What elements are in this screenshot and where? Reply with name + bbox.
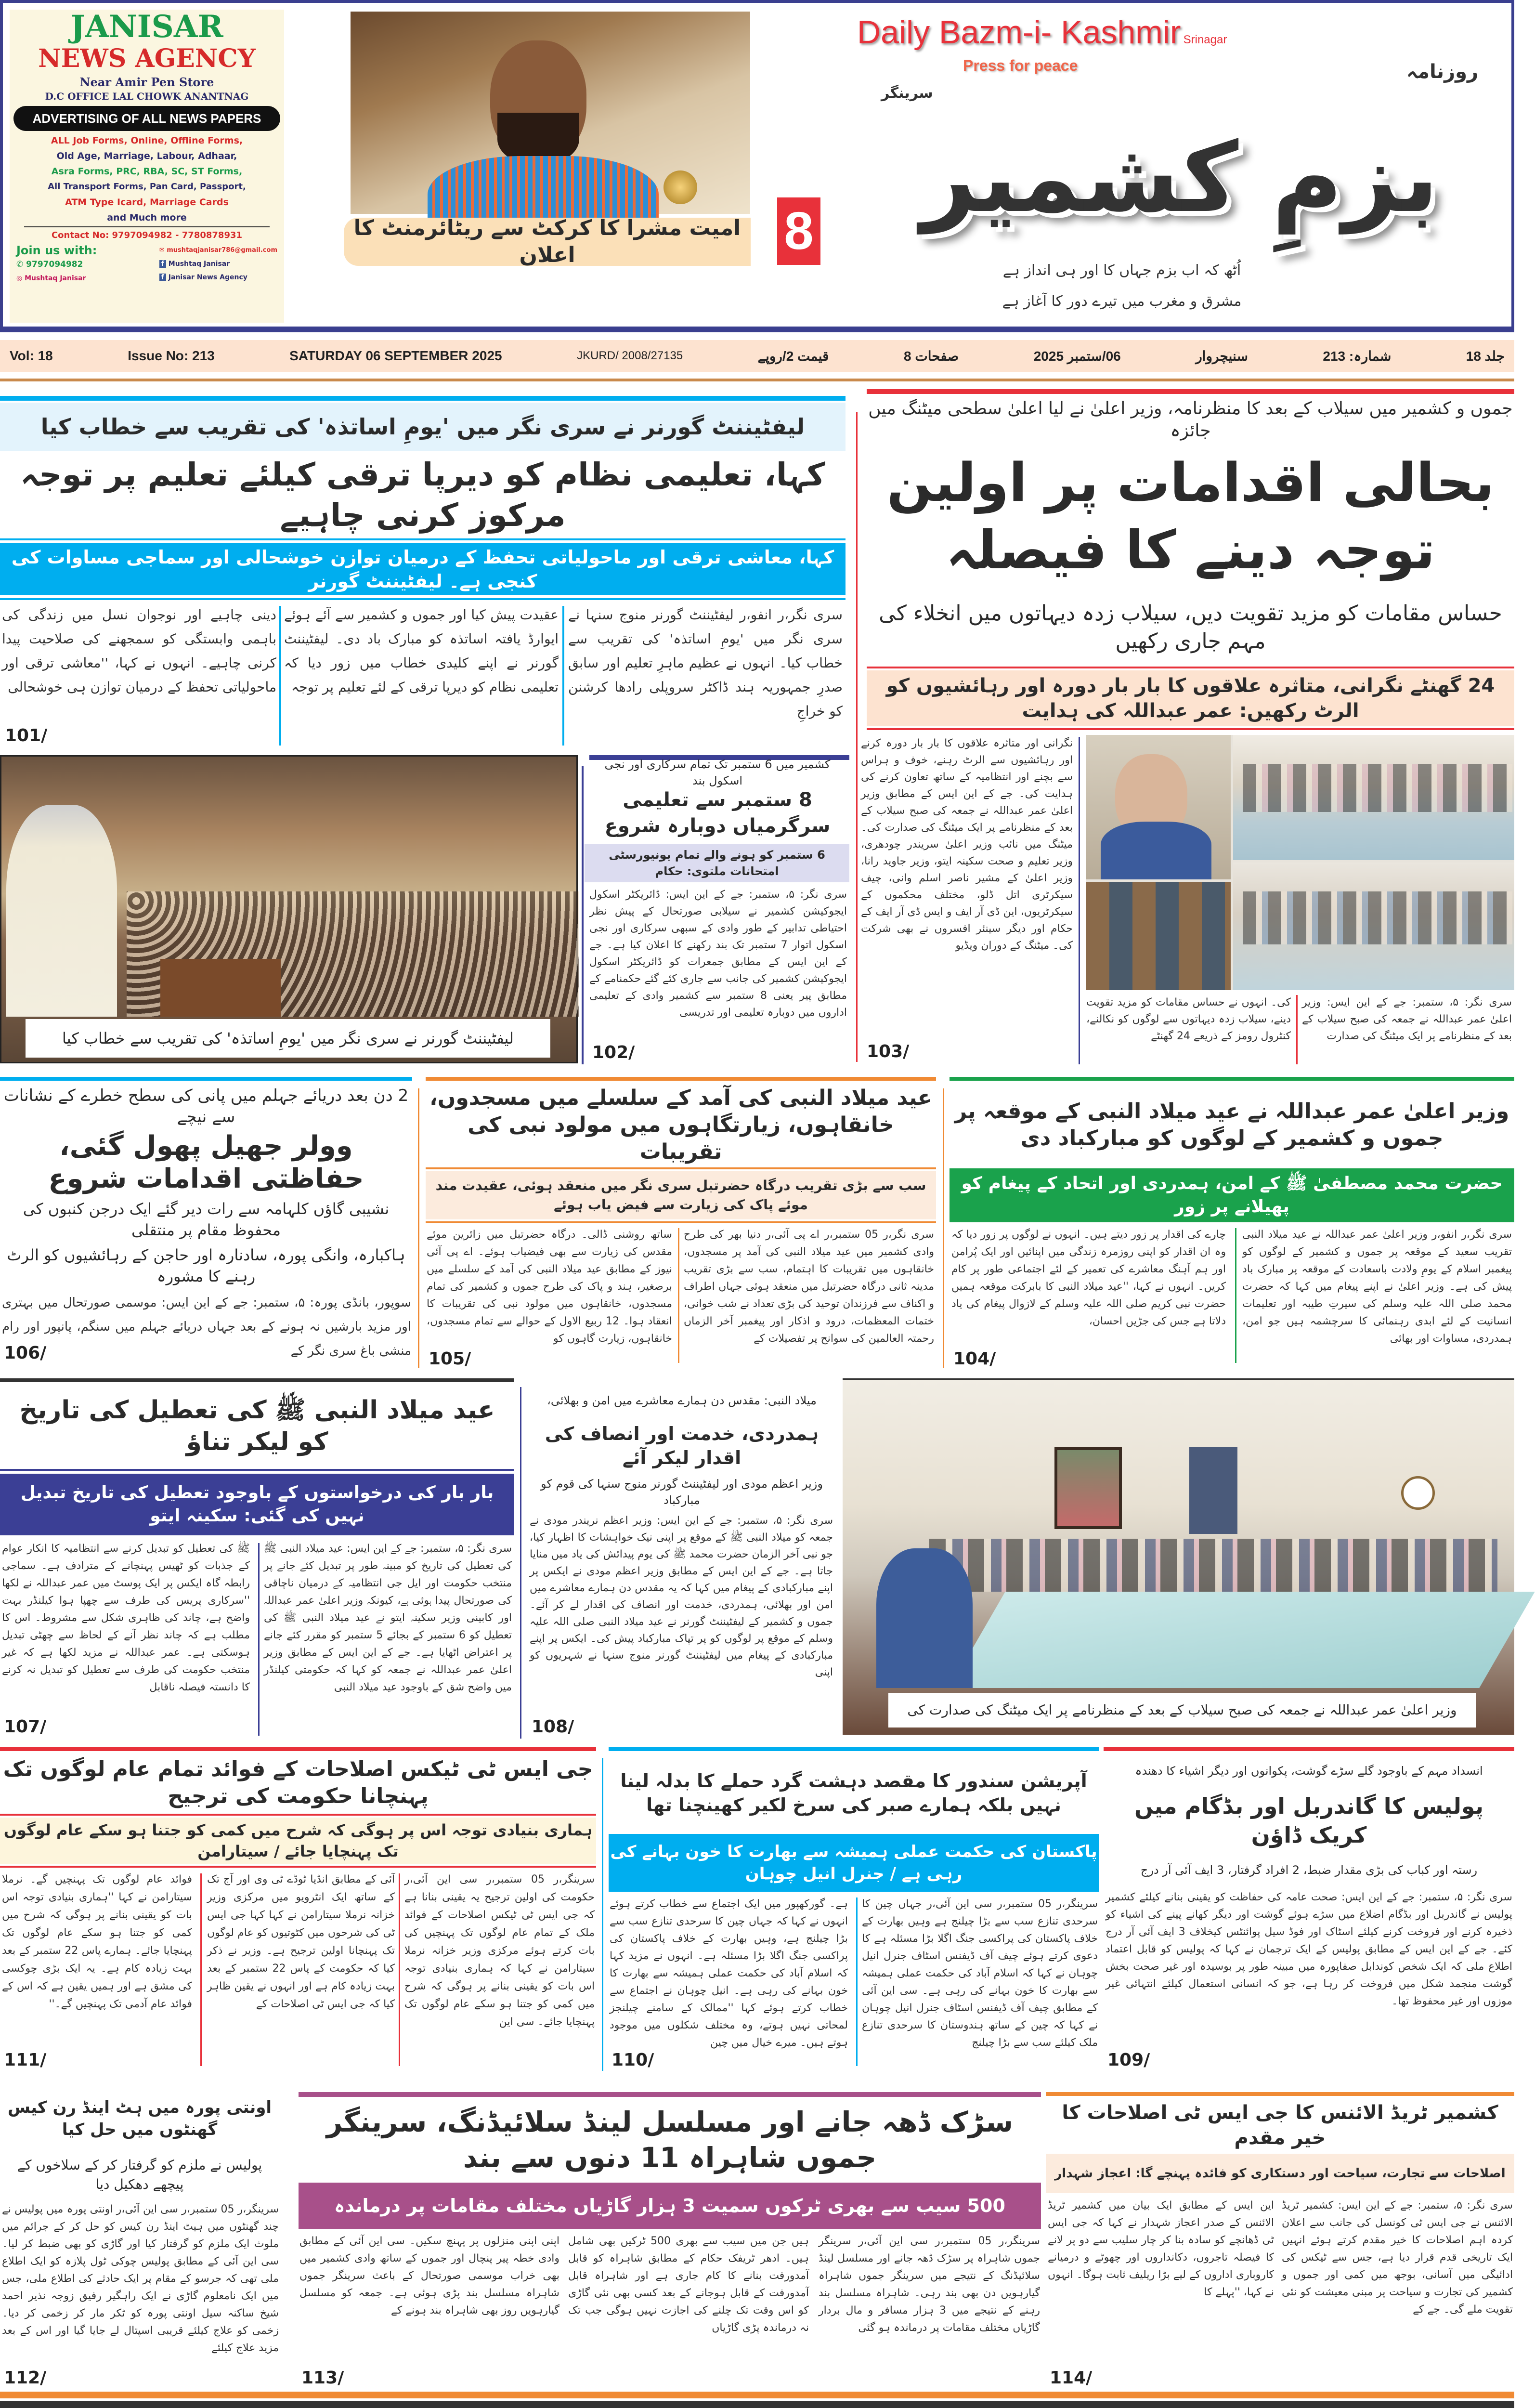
highway-headline-area — [299, 2100, 1041, 2180]
urdu-day: سنیچروار — [1196, 348, 1248, 364]
pm-code: 108/ — [532, 1717, 574, 1737]
highway-col-c: اپنی اپنی منزلوں پر پہنچ سکیں۔ سی این آئی کے مطابق وادی خطہ پیر پنچال اور جموں کے ساتھ وادی کشمیر میں بھی خراب موسمی صورتحال کے باعث سرینگر جموں شاہراہ مسلسل بند پڑی ہوئی ہے۔ جمعہ کو مسلسل گیارہویں روز بھی شاہراہ بند ہونے کے — [299, 2235, 559, 2316]
milad-headline-area — [426, 1085, 936, 1165]
lead-kicker: جموں و کشمیر میں سیلاب کے بعد کا منظرنامہ، وزیر اعلیٰ نے لیا اعلیٰ سطحی میٹنگ میں جائزہ — [868, 399, 1513, 441]
price: قیمت 2/روپے — [757, 348, 829, 364]
sindoor-col-b: ہے۔ گورکھپور میں ایک اجتماع سے خطاب کرتے ہوئے انہوں نے کہا کہ جہاں چین کا سرحدی تنازع سب سے بڑا چیلنج ہے، وہیں بھارت کے خلاف پاکستان کی پراکسی جنگ اگلا بڑا مسئلہ ہے۔ انہوں نے مزید کہا کہ اسلام آباد کی حکمت عملی ہمیشہ سے بھارت کا خون بہانے کی رہی ہے۔ انیل چوہان نے اجتماع سے خطاب کرتے ہوئے کہا ''ممالک کے سامنے چیلنجز لمحاتی نہیں ہوتے، وہ مختلف شکلوں میں موجود ہوتے ہیں۔ میرے خیال میں چین — [610, 1898, 848, 2049]
ad-address2: D.C OFFICE LAL CHOWK ANANTNAG — [45, 91, 249, 102]
holiday-headline-area — [0, 1386, 514, 1466]
urdu-issue: شمارہ: 213 — [1323, 348, 1392, 364]
flood-code: 106/ — [4, 1343, 47, 1363]
lg-col-1: سری نگر،ر انفو،ر لیفٹیننٹ گورنر منوج سنہا نے سری نگر میں 'یومِ اساتذہ' کی تقریب سے خطاب کیا۔ انہوں نے عظیم ماہرِ تعلیم اور سابق صدرِ جمہوریہ ہند ڈاکٹر سروپلی رادھا کرشنن کو خراجِ — [568, 607, 843, 719]
col-divider — [582, 766, 584, 1064]
rule-navy-thin — [0, 1469, 514, 1471]
flood-kicker: 2 دن بعد دریائے جہلم میں پانی کی سطح خطرے کے نشانات سے نیچے — [3, 1086, 409, 1126]
cm-milad-code: 104/ — [953, 1349, 996, 1369]
masthead — [852, 12, 1507, 325]
lead-col-c: کی۔ انہوں نے حساس مقامات کو مزید تقویت دینے، سیلاب زدہ دیہاتوں سے لوگوں کو نکالنے، کنٹرول رومز کے ذریعے 24 گھنٹے — [1086, 996, 1291, 1042]
ad-title-janisar: JANISAR — [70, 9, 223, 45]
col-divider-red — [399, 1873, 400, 2066]
col-divider-green — [1235, 1228, 1236, 1363]
lead-deck: 24 گھنٹے نگرانی، متاثرہ علاقوں کا بار بار دورہ اور رہائشیوں کو الرٹ رکھیں: عمر عبداللہ کی ہدایت — [886, 675, 1495, 722]
masthead-english — [857, 12, 1227, 62]
police-code: 109/ — [1107, 2050, 1150, 2070]
highway-col-b: ہیں جن میں سیب سے بھری 500 ٹرکیں بھی شامل ہیں۔ ادھر ٹریفک حکام کے مطابق شاہراہ کو قابل آمدورفت بنانے کا کام جاری ہے اور شاہراہ قابل آمدورفت کے قابل ہوجانے کے بعد کسی بھی نئی گاڑی کو اس وقت تک چلنے کی اجازت نہیں ہوگی جب تک نہ درماندہ پڑی گاڑیاں — [568, 2235, 809, 2334]
ad-service-2: Old Age, Marriage, Labour, Adhaar, — [56, 151, 237, 161]
gst-col-c: فوائد عام لوگوں تک پہنچیں گے۔ نرملا سیتارامن نے کہا ''ہماری بنیادی توجہ اس بات کو یقینی بنانے پر ہوگی کہ شرح میں کمی کو جتنا ہو سکے عام لوگوں تک پہنچایا جائے۔ ہمارے پاس 22 ستمبر کے بعد بہت زیادہ کام ہے۔ یہ ایک بڑی چوکسی کی مشق ہے اور ہمیں یقین ہے کہ اس کے فوائد عام آدمی تک پہنچیں گے۔'' — [2, 1873, 192, 2010]
col-divider-sky — [602, 1758, 603, 2071]
holiday-code: 107/ — [4, 1717, 47, 1737]
trade-deck-box — [1046, 2154, 1514, 2193]
ad-service-4: All Transport Forms, Pan Card, Passport, — [48, 182, 246, 192]
lead-kicker-area — [867, 398, 1514, 442]
sindoor-col-a: سرینگر،ر 05 ستمبر،ر سی این آئی،ر جہاں چین کا سرحدی تنازع سب سے بڑا چیلنج ہے وہیں بھارت کے خلاف پاکستان کی پراکسی جنگ اگلا بڑا مسئلہ ہے کا دعوی کرتے ہوئے چیف آف ڈیفنس اسٹاف جنرل انیل چوہان نے کہا کہ اسلام آباد کی حکمت عملی ہمیشہ سے بھارت کا خون بہانے کی رہی ہے۔ سی این آئی کے مطابق چیف آف ڈیفنس اسٹاف جنرل انیل چوہان نے کہا کہ چین کے ساتھ ہندوستان کا سرحدی تنازع ملک کیلئے سب سے بڑا چیلنج — [862, 1898, 1098, 2049]
flood-subhead-2-area — [0, 1243, 412, 1288]
schools-headline-area — [587, 784, 847, 842]
col-divider-orange — [678, 1228, 679, 1363]
hitrun-headline[interactable]: اونتی پورہ میں ہٹ اینڈ رن کیس گھنٹوں میں حل کیا — [7, 2098, 272, 2139]
col-divider-red — [1296, 995, 1298, 1064]
col-divider-red — [200, 1873, 202, 2066]
trade-deck: اصلاحات سے تجارت، سیاحت اور دستکاری کو فائدہ پہنچے گا: اعجاز شہدار — [1054, 2166, 1506, 2181]
col-divider-navy — [258, 1543, 260, 1736]
flood-subhead: نشیبی گاؤں کلہامہ سے رات دیر گئے ایک درجن کنبوں کی محفوظ مقام پر منتقلی — [23, 1200, 390, 1239]
police-body: سری نگر: ۵، ستمبر: جے کے این ایس: صحت عامہ کی حفاظت کو یقینی بنانے کیلئے کشمیر پولیس نے گاندربل اور بڈگام اضلاع میں سڑے ہوئے گوشت اور دیگر کھانے پینے کی اشیاء کو ذخیرہ کرنے اور فروخت کرنے کیلئے اسٹاک اور فوڈ سیل پوائنٹس کیخلاف 3 ایف آئی آر درج کئے۔ جے کے این ایس کے مطابق پولیس کے ایک ترجمان نے کہا کہ پولیس کو قابل اعتماد اطلاع ملی کہ ایک شخص کوندابل صفاپورہ میں مبینہ طور پر بوسیدہ اور غیر صحت بخش گوشت منجمد شکل میں فروخت کر رہا ہے، جو کہ انسانی استعمال کیلئے انتہائی غیر موزوں اور غیر محفوظ تھا۔ — [1106, 1891, 1512, 2007]
janisar-ad[interactable] — [10, 10, 284, 323]
trade-code: 114/ — [1050, 2368, 1093, 2388]
hitrun-headline-area — [0, 2088, 279, 2149]
photo-video-call — [1086, 882, 1231, 990]
rule-red — [1104, 1747, 1514, 1751]
milad-col-a: سری نگر،ر 05 ستمبر،ر اے پی آئی،ر دنیا بھر کی طرح وادی کشمیر میں عید میلاد النبی کی آمد پر مسجدوں، خانقاہوں میں تقریبات کا اہتمام، سب سے بڑی تقریب مدینہ ثانی درگاہ حضرتبل میں منعقد ہوئی جہاں اطراف و اکناف سے فرزندان توحید کی بڑی تعداد نے شب خوانی، ختمات المعظمات، درود و اذکار اور پیغمبر آخر الزماں رحمتہ العالمین کی سوانح پر تفصیلات کے — [684, 1229, 934, 1345]
highway-headline[interactable]: سڑک ڈھہ جانے اور مسلسل لینڈ سلائیڈنگ، سرینگر جموں شاہراہ 11 دنوں سے بند — [326, 2106, 1014, 2174]
teaser-headline: امیت مشرا کا کرکٹ سے ریٹائرمنٹ کا اعلان — [353, 216, 741, 267]
milad-deck-box — [426, 1171, 936, 1219]
lg-headline[interactable]: کہا، تعلیمی نظام کو دیرپا ترقی کیلئے تعلیم پر توجہ مرکوز کرنی چاہیے — [20, 456, 825, 534]
police-kicker-area — [1104, 1754, 1514, 1788]
footer-rule-orange — [0, 2392, 1514, 2398]
pm-subhead-area — [528, 1474, 836, 1510]
police-headline[interactable]: پولیس کا گاندربل اور بڈگام میں کریک ڈاؤن — [1134, 1793, 1484, 1848]
lg-headline-area — [0, 454, 846, 537]
photo-meeting-1 — [1233, 735, 1514, 860]
pages: صفحات 8 — [904, 348, 959, 364]
sindoor-headline[interactable]: آپریشن سندور کا مقصد دہشت گرد حملے کا بدلہ لینا نہیں بلکہ ہمارے صبر کی سرخ لکیر کھینچنا تھا — [620, 1770, 1087, 1816]
trade-headline-area — [1046, 2099, 1514, 2152]
english-city: Srinagar — [1183, 33, 1227, 46]
footer-rule-dark — [0, 2401, 1514, 2408]
teaser-page-badge[interactable] — [777, 197, 820, 265]
meeting-caption: وزیر اعلیٰ عمر عبداللہ نے جمعہ کی صبح سیلاب کے بعد کے منظرنامے پر ایک میٹنگ کی صدارت کی — [907, 1702, 1457, 1718]
holiday-headline[interactable]: عید میلاد النبی ﷺ کی تعطیل کی تاریخ کو لیکر تناؤ — [19, 1396, 495, 1456]
instagram-icon: ◎ — [16, 275, 25, 282]
hitrun-subhead: پولیس نے ملزم کو گرفتار کر کے سلاخوں کے پیچھے دھکیل دیا — [17, 2157, 262, 2192]
lg-photo-caption-box — [26, 1019, 550, 1058]
sindoor-headline-area — [609, 1754, 1099, 1832]
urdu-city-label: سرینگر — [881, 85, 933, 102]
gst-headline[interactable]: جی ایس ٹی ٹیکس اصلاحات کے فوائد تمام عام لوگوں تک پہنچانا حکومت کی ترجیح — [3, 1757, 593, 1808]
meeting-photo[interactable] — [843, 1378, 1514, 1735]
lg-deck: کہا، معاشی ترقی اور ماحولیاتی تحفظ کے درمیان توازن خوشحالی اور سماجی مساوات کی کنجی ہے۔ لیفٹیننٹ گورنر — [11, 547, 834, 592]
gst-code: 111/ — [4, 2050, 47, 2070]
rule-dark — [0, 1378, 514, 1382]
whatsapp-icon: ✆ — [16, 260, 26, 269]
slogan: Press for peace — [963, 57, 1078, 74]
lg-photo-caption: لیفٹیننٹ گورنر نے سری نگر میں 'یومِ اساتذہ' کی تقریب سے خطاب کیا — [62, 1029, 514, 1047]
highway-deck-box — [299, 2183, 1041, 2229]
milad-code: 105/ — [429, 1349, 471, 1369]
dateline-bar — [0, 340, 1514, 372]
flood-body: سوپور، بانڈی پورہ: ۵، ستمبر: جے کے این ایس: موسمی صورتحال میں بہتری اور مزید بارشیں نہ ہونے کے بعد جہاں دریائے جہلم میں سنگم، پانپور اور رام منشی باغ سری نگر کے — [2, 1296, 411, 1358]
rule-sky — [0, 396, 846, 401]
lg-code: 101/ — [5, 726, 48, 746]
conference-table — [950, 1592, 1535, 1688]
rule-sky-thin — [0, 538, 846, 540]
col-divider-red — [856, 412, 858, 1062]
lead-headline-area — [867, 444, 1514, 589]
urdu-title-logo: بزمِ کشمیر — [921, 122, 1439, 234]
hitrun-subhead-area — [0, 2151, 279, 2199]
schools-headline[interactable]: 8 ستمبر سے تعلیمی سرگرمیاں دوبارہ شروع — [604, 789, 831, 837]
holiday-col-b: ﷺ کی تعطیل کو تبدیل کرنے سے انتظامیہ کا انکار عوام کے جذبات کو ٹھیس پہنچانے کے مترادف ہے۔ سماجی رابطہ گاہ ایکس پر ایک پوسٹ میں عمر عبداللہ نے لکھا ''سرکاری پریس کی طرف سے چھپا ہوا کیلنڈر بہت واضح ہے، چاند کی ظاہری شکل سے مشروط۔ اس کا مطلب ہے کہ چاند نظر آنے کے لحاظ سے چھٹی تبدیل ہوسکتی ہے۔ عمر عبداللہ نے مزید لکھا ہے کہ غیر منتخب حکومت کی طرف سے تعطیل کو تبدیل نہ کرنے کا دانستہ فیصلہ ناقابل — [2, 1543, 250, 1693]
attendees — [929, 1539, 1497, 1592]
holiday-col-a: سری نگر: ۵، ستمبر: جے کے این ایس: عید میلاد النبی ﷺ کی تعطیل کی تاریخ کو مبینہ طور پر تبدیل کئے جانے پر منتخب حکومت اور ایل جی انتظامیہ کے درمیان ناچاقی کی صورتحال پیدا ہوئی ہے، کیونکہ وزیر اعلیٰ عمر عبداللہ اور کابینی وزیر سکینہ ایتو نے عید میلاد النبی ﷺ کی تعطیل کو 6 ستمبر کے بجائے 5 ستمبر کو مقرر کئے جانے پر اعتراض اٹھایا ہے۔ جے کے این ایس کے مطابق وزیر اعلیٰ عمر عبداللہ نے جمعہ کو کہا کہ حکومتی کیلنڈر میں واضح شق کے باوجود عید میلاد النبی — [264, 1543, 512, 1693]
rule-red-thin — [0, 1866, 596, 1868]
lead-col-a: نگرانی اور متاثرہ علاقوں کا بار بار دورہ کرنے اور رہائشیوں سے الرٹ رہنے، خوف و ہراس سے بچنے اور انتظامیہ کے ساتھ تعاون کرنے کی ہدایت کی۔ جے کے این ایس کے مطابق وزیر اعلیٰ عمر عبداللہ نے جمعہ کی صبح سیلاب کے بعد کے منظرنامے پر ایک میٹنگ کی صدارت کی۔ میٹنگ میں نائب وزیر اعلیٰ سریندر چودھری، وزیر تعلیم و صحت سکینہ ایتو، وزیر جاوید رانا، وزیر اعلیٰ کے مشیر ناصر اسلم وانی، چیف سیکرٹری اتل ڈلو، مختلف محکموں کے سیکرٹریوں، این ڈی آر ایف و ایس ڈی آر ایف کے حکام اور دیگر سینئر افسروں نے بھی شرکت کی۔ میٹنگ کے دوران ویڈیو — [861, 737, 1073, 952]
pm-kicker-area — [528, 1383, 836, 1418]
podium — [160, 959, 281, 1017]
ad-service-3: Asra Forms, PRC, RBA, SC, ST Forms, — [51, 166, 243, 177]
schools-kicker: کشمیر میں 6 ستمبر تک تمام سرکاری اور نجی اسکول بند — [604, 758, 831, 787]
urdu-vol: جلد 18 — [1466, 348, 1505, 364]
ad-contact: Contact No: 9797094982 - 7780878931 — [51, 230, 243, 240]
facebook-icon: f — [159, 260, 166, 268]
lg-kicker-box — [0, 403, 846, 451]
schools-code: 102/ — [592, 1043, 635, 1062]
col-divider — [279, 606, 281, 746]
holiday-deck-box — [0, 1474, 514, 1535]
rule-red-thin — [0, 1814, 596, 1816]
gst-col-a: سرینگر،ر 05 ستمبر،ر سی این آئی،ر حکومت کی اولین ترجیح یہ یقینی بنانا ہے کہ جی ایس ٹی ٹیکس اصلاحات کے فوائد ملک کے تمام عام لوگوں تک پہنچیں کی بات کرتے ہوئے مرکزی وزیر خزانہ نرملا سیتارامن نے کہا کہ ہماری بنیادی توجہ اس بات کو یقینی بنانے پر ہوگی کہ شرح میں کمی کو جتنا ہو سکے عام لوگوں تک پہنچایا جائے۔ سی این — [404, 1873, 595, 2028]
wall-clock — [1401, 1476, 1435, 1510]
flood-headline[interactable]: وولر جھیل پھول گئی، حفاظتی اقدامات شروع — [48, 1130, 364, 1194]
ad-whatsapp: 9797094982 — [26, 260, 83, 269]
pm-kicker: میلاد النبی: مقدس دن ہمارے معاشرے میں امن و بھلائی، — [547, 1394, 817, 1407]
lg-kicker: لیفٹیننٹ گورنر نے سری نگر میں 'یومِ اساتذہ' کی تقریب سے خطاب کیا — [40, 414, 805, 440]
teaser-page-number: 8 — [784, 201, 814, 261]
lead-deck-box — [867, 670, 1514, 726]
ad-facebook-2: Janisar News Agency — [168, 274, 247, 281]
milad-col-b: ساتھ روشنی ڈالی۔ درگاہ حضرتبل میں زائرین موئے مقدس کی زیارت سے بھی فیضیاب ہوئے۔ اے پی آئی نیوز کے مطابق عید میلاد النبی کی آمد کے سلسلے میں برصغیر، ہند و پاک کی طرح جموں و کشمیر کی تمام مسجدوں، خانقاہوں میں مولود نبی کی تقریبات کا انعقاد ہوا۔ 12 ربیع الاول کے حوالے سے تمام مسجدوں، خانقاہوں، زیارت گاہوں کو — [427, 1229, 672, 1345]
sindoor-code: 110/ — [611, 2050, 654, 2070]
ad-banner: ADVERTISING OF ALL NEWS PAPERS — [13, 106, 280, 131]
lg-col-3: دینی چاہیے اور نوجوان نسل میں زندگی کی باہمی وابستگی کو سمجھنے کی صلاحیت پیدا کرنی چاہیے۔ انہوں نے کہا، ''معاشی ترقی اور ماحولیاتی تحفظ کے درمیان توازن ہی خوشحالی — [2, 607, 276, 695]
lead-headline[interactable]: بحالی اقدامات پر اولین توجہ دینے کا فیصلہ — [886, 452, 1495, 581]
highway-col-a: سرینگر،ر 05 ستمبر،ر سی این آئی،ر سرینگر جموں شاہراہ پر سڑک ڈھہ جانے اور مسلسل لینڈ سلائیڈنگ کے نتیجے میں سرینگر جموں شاہراہ گیارہویں دن بھی بند رہی۔ شاہراہ مسلسل بند رہنے کے نتیجے میں 3 ہزار مسافر و مال بردار گاڑیاں مختلف مقامات پر درماندہ ہو گئی — [819, 2235, 1041, 2334]
couplet-2: مشرق و مغرب میں تیرے دور کا آغاز ہے — [1002, 293, 1242, 310]
schools-deck-box — [585, 844, 849, 882]
highway-code: 113/ — [301, 2368, 344, 2388]
lead-code: 103/ — [867, 1042, 910, 1061]
couplet-1: اُٹھ کہ اب بزم جہاں کا اور ہی انداز ہے — [1002, 262, 1241, 279]
milad-headline[interactable]: عید میلاد النبی کی آمد کے سلسلے میں مسجدوں، خانقاہوں، زیارتگاہوں میں مولود نبی کی تقریبات — [429, 1086, 932, 1164]
police-headline-area — [1104, 1789, 1514, 1852]
teaser-caption-box[interactable] — [344, 218, 751, 266]
highway-deck: 500 سیب سے بھری ٹرکوں سمیت 3 ہزار گاڑیاں مختلف مقامات پر درماندہ — [334, 2195, 1005, 2216]
rule-purple — [299, 2092, 1041, 2097]
speaker — [6, 805, 117, 1017]
col-divider-orange — [943, 1088, 944, 1368]
dateline-underline — [0, 379, 1514, 381]
pm-headline-area — [528, 1419, 836, 1473]
reg-no: JKURD/ 2008/27135 — [577, 349, 683, 362]
sindoor-deck-box — [609, 1834, 1099, 1892]
holiday-deck: بار بار کی درخواستوں کے باوجود تعطیل کی تاریخ تبدیل نہیں کی گئی: سکینہ ایتو — [20, 1483, 494, 1526]
gst-deck-box — [0, 1818, 596, 1864]
ad-title-agency: NEWS AGENCY — [38, 44, 256, 73]
ad-divider — [24, 226, 270, 227]
col-divider — [562, 606, 564, 746]
rule-green — [950, 1077, 1514, 1081]
pm-headline[interactable]: ہمدردی، خدمت اور انصاف کی اقدار لیکر آئے — [545, 1423, 819, 1468]
cm-milad-col-a: سری نگر،ر انفو،ر وزیر اعلیٰ عمر عبداللہ نے عید میلاد النبی تقریب سعید کے موقعہ پر جموں و کشمیر کے لوگوں کو پیغمبر اسلام کے یومِ ولادت باسعادت کے موقعہ پر مبارک باد پیش کی ہے۔ وزیر اعلیٰ نے اپنے پیغام میں کہا کہ حضرت محمد صلی اللہ علیہ وسلم کی سیرتِ طیبہ اور تعلیمات انسانیت کے لئے ابدی رہنمائی کا سرچشمہ ہیں جو امن، ہمدردی، مساوات اور بھائی — [1242, 1229, 1512, 1345]
ad-email: mushtaqjanisar786@gmail.com — [167, 247, 277, 254]
cm-milad-deck-box — [950, 1168, 1514, 1222]
ad-service-6: and Much more — [107, 212, 187, 223]
flood-headline-area — [0, 1130, 412, 1195]
lead-photo-collage[interactable] — [1086, 735, 1514, 990]
wall-screen — [1189, 1447, 1237, 1534]
police-subhead: رستہ اور کباب کی بڑی مقدار ضبط، 2 افراد گرفتار، 3 ایف آئی آر درج — [1140, 1863, 1478, 1877]
col-divider-orange — [418, 1088, 419, 1368]
issue: Issue No: 213 — [128, 348, 215, 363]
rule-red — [0, 1747, 596, 1751]
lg-col-2: عقیدت پیش کیا اور جموں و کشمیر سے آئے ہوئے ایوارڈ یافتہ اساتذہ کو مبارک باد دی۔ لیفٹیننٹ گورنر نے اپنے کلیدی خطاب میں زور دیا کہ تعلیمی نظام کو دیرپا ترقی کے لئے تعلیم پر توجہ — [284, 607, 559, 695]
rule-sky — [0, 1077, 412, 1081]
trophy — [663, 170, 697, 204]
photo-meeting-2 — [1233, 863, 1514, 990]
ad-facebook-1: Mushtaq Janisar — [168, 260, 230, 268]
rule-sky — [609, 1747, 1099, 1751]
rule-sky-thin — [0, 598, 846, 600]
rule-red-thin — [867, 728, 1514, 730]
vol: Vol: 18 — [10, 348, 53, 363]
rule-orange — [1046, 2092, 1514, 2096]
pm-subhead: وزیر اعظم مودی اور لیفٹیننٹ گورنر منوج سنہا کی قوم کو مبارکباد — [541, 1477, 823, 1507]
urdu-date: 06/ستمبر 2025 — [1033, 348, 1121, 364]
col-divider-sky — [856, 1898, 858, 2066]
cm-milad-headline[interactable]: وزیر اعلیٰ عمر عبداللہ نے عید میلاد النبی کے موقعہ پر جموں و کشمیر کے لوگوں کو مبارکباد دی — [954, 1099, 1509, 1151]
schools-kicker-area — [587, 758, 847, 787]
trade-col-a: سری نگر: ۵، ستمبر: جے کے این ایس: کشمیر ٹریڈ الائنس نے جی ایس ٹی کونسل کی جانب سے اعلان کردہ اہم اصلاحات کا خیر مقدم کرتے ہوئے انہیں ایک تاریخی قدم قرار دیا ہے، جس سے ٹیکس کی ادائیگی میں آسانی، بوجھ میں کمی اور جموں و کشمیر کی تجارت و سیاحت پر مبنی معیشت کو نئی تقویت ملے گی۔ جے کے — [1282, 2199, 1513, 2316]
col-divider — [1079, 737, 1080, 1064]
flood-subhead-2: ہاکبارہ، وانگی پورہ، سادنارہ اور حاجن کے رہائشیوں کو الرٹ رہنے کا مشورہ — [7, 1246, 405, 1285]
lead-subhead: حساس مقامات کو مزید تقویت دیں، سیلاب زدہ دیہاتوں میں انخلاء کی مہم جاری رکھیں — [879, 601, 1502, 654]
cm-milad-deck: حضرت محمد مصطفیٰ ﷺ کے امن، ہمدردی اور اتحاد کے پیغام کو پھیلانے پر زور — [961, 1174, 1503, 1217]
police-kicker: انسداد مہم کے باوجود گلے سڑے گوشت، پکوانوں اور دیگر اشیاء کا دھندہ — [1135, 1764, 1483, 1778]
lead-col-b: سری نگر: ۵، ستمبر: جے کے این ایس: وزیر اعلیٰ عمر عبداللہ نے جمعہ کی صبح سیلاب کے بعد کے منظرنامے پر ایک میٹنگ کی صدارت — [1302, 996, 1512, 1042]
trade-headline[interactable]: کشمیر ٹریڈ الائنس کا جی ایس ٹی اصلاحات کا خیر مقدم — [1062, 2102, 1498, 2149]
lg-event-photo[interactable] — [0, 755, 578, 1063]
flood-kicker-area — [0, 1085, 412, 1128]
gst-deck: ہماری بنیادی توجہ اس پر ہوگی کہ شرح میں کمی کو جتنا ہو سکے عام لوگوں تک پہنچایا جائے / سیتارامن — [3, 1821, 593, 1860]
hitrun-body: سرینگر،ر 05 ستمبر،ر سی این آئی،ر اونتی پورہ میں پولیس نے چند گھنٹوں میں ہیٹ اینڈ رن کیس کو حل کر کے جرائم میں ملوث ایک ملزم کو گرفتار کیا اور گاڑی کو بھی ضبط کر لیا۔ سی این آئی کے مطابق پولیس چوکی ٹول پلازہ کو ایک اطلاع ملی تھی کہ جرسو کے مقام پر ایک حادثے کی اطلاع ملی، جس میں ایک نامعلوم گاڑی نے ایک راہگیر رفیق زوجہ نذیر احمد شیخ ساکنہ سیل اونتی پورہ کو ٹکر مار کر زخمی کر دیا۔ زخمی کو علاج کیلئے قریبی اسپتال لے جایا گیا اور اس کے بعد مزید علاج کیلئے — [2, 2203, 279, 2354]
lg-deck-box — [0, 543, 846, 595]
milad-deck: سب سے بڑی تقریب درگاہ حضرتبل سری نگر میں منعقد ہوئی، عقیدت مند موئے پاک کی زیارت سے فیض یاب ہوئے — [435, 1178, 926, 1213]
ad-join: Join us with: — [16, 244, 97, 257]
police-subhead-area — [1104, 1853, 1514, 1887]
photo-cm-portrait — [1086, 735, 1231, 879]
date: SATURDAY 06 SEPTEMBER 2025 — [289, 348, 502, 363]
hitrun-code: 112/ — [4, 2368, 47, 2388]
col-divider-navy — [520, 1387, 521, 1739]
facebook-icon: f — [159, 274, 166, 281]
ad-service-1: ALL Job Forms, Online, Offline Forms, — [51, 135, 243, 146]
flood-subhead-area — [0, 1197, 412, 1242]
rule-orange-thin — [426, 1221, 936, 1223]
rule-red-thin — [867, 667, 1514, 668]
lead-subhead-area — [867, 591, 1514, 664]
english-title: Daily Bazm-i- Kashmir — [857, 14, 1181, 51]
cm-figure — [876, 1548, 973, 1688]
wall-frame — [1054, 1447, 1122, 1529]
rule-orange-thin — [426, 1167, 936, 1169]
gst-col-b: آئی کے مطابق انڈیا ٹوڈے ٹی وی اور آج تک کے ساتھ ایک انٹرویو میں مرکزی وزیر خزانہ نرملا سیتارامن نے کہا کہا جی ایس ٹی کی شرحوں میں کٹوتیوں کو عام لوگوں تک پہنچانا اولین ترجیح ہے۔ وزیر نے ذکر کیا کہ حکومت کے پاس 22 ستمبر کے بعد بہت زیادہ کام ہے اور انہوں نے یقین ظاہر کیا کہ جی ایس ٹی اصلاحات کے — [207, 1873, 395, 2010]
pm-body: سری نگر: ۵، ستمبر: جے کے این ایس: وزیر اعظم نریندر مودی نے جمعہ کو میلاد النبی ﷺ کے موقع پر اپنی نیک خواہشات کا اظہار کیا، جو نبی آخر الزمان حضرت محمد ﷺ کی یوم پیدائش کی یاد میں منایا جاتا ہے۔ جے کے این ایس کے مطابق وزیر اعظم مودی نے ایکس پر اپنے مبارکبادی کے پیغام میں کہا کہ یہ مقدس دن ہمارے معاشرے میں امن اور بھلائی، ہمدردی، خدمت اور انصاف کی اقدار لے کر آئے۔ جموں و کشمیر کے لیفٹیننٹ گورنر نے عید میلاد النبی صلی اللہ علیہ وسلم کے موقع پر لوگوں کو پر تپاک مبارکباد پیش کی۔ ایکس پر اپنے مبارکبادی کے پیغام میں لیفٹیننٹ گورنر منوج سنہا نے شہریوں کو اپنی — [530, 1515, 833, 1678]
sindoor-deck: پاکستان کی حکمت عملی ہمیشہ سے بھارت کا خون بہانے کی رہی ہے / جنرل انیل چوہان — [610, 1842, 1097, 1884]
rule-orange — [426, 1077, 936, 1081]
meeting-caption-box — [888, 1693, 1476, 1727]
schools-body: سری نگر: ۵، ستمبر: جے کے این ایس: ڈائریکٹر اسکول ایجوکیشن کشمیر نے سیلابی صورتحال کے پیش نظر احتیاطی تدابیر کے طور وادی کے سبھی سرکاری اور نجی اسکول اتوار 7 ستمبر تک بند رکھنے کا اعلان کیا ہے۔ جے کے این ایس کے مطابق جمعرات کو ڈائریکٹر اسکول ایجوکیشن کشمیر کی جانب سے جاری کئے گئے حکمنامے کے مطابق پیر یعنی 8 ستمبر سے کشمیر وادی کے تعلیمی اداروں میں دوبارہ تعلیمی اور تدریسی — [589, 889, 847, 1019]
teaser-photo[interactable] — [351, 12, 750, 214]
gst-headline-area — [0, 1754, 596, 1812]
trade-col-b: این ایس کے مطابق ایک بیان میں کشمیر ٹریڈ الائنس کے صدر اعجاز شہدار نے کہا کہ جی ایس ٹی ڈھانچے کو سادہ بنا کر چار سلیب سے دو پر لانے کا فیصلہ تاجروں، دکانداروں اور چھوٹے و درمیانے کاروباری اداروں کے لیے بڑا ریلیف ثابت ہوگا۔ انہوں نے کہا، ''پہلے کا — [1048, 2199, 1274, 2298]
schools-deck: 6 ستمبر کو ہونے والے تمام یونیورسٹی امتحانات ملتوی: حکام — [609, 848, 825, 878]
cm-milad-col-b: چارے کی اقدار پر زور دیتے ہیں۔ انہوں نے لوگوں پر زور دیا کہ وہ ان اقدار کو اپنی روزمرہ زندگی میں اپنائیں اور ایک پُرامن اور ہم آہنگ معاشرے کی تعمیر کے لئے اجتماعی طور پر کام کریں۔ انہوں نے کہا، ''عید میلاد النبی کا بابرکت موقعہ ہمیں حضرت نبی کریم صلی اللہ علیہ وسلم کے لازوال پیغام کی یاد دلاتا ہے جس کی جڑیں احسان، — [951, 1229, 1226, 1327]
rule-red — [867, 389, 1514, 394]
ad-address1: Near Amir Pen Store — [79, 75, 214, 89]
roznama-label: روزنامہ — [1406, 61, 1478, 83]
ad-instagram: Mushtaq Janisar — [25, 275, 86, 282]
cm-milad-headline-area — [950, 1085, 1514, 1165]
ad-service-5: ATM Type Icard, Marriage Cards — [65, 197, 229, 208]
mail-icon: ✉ — [159, 247, 167, 254]
